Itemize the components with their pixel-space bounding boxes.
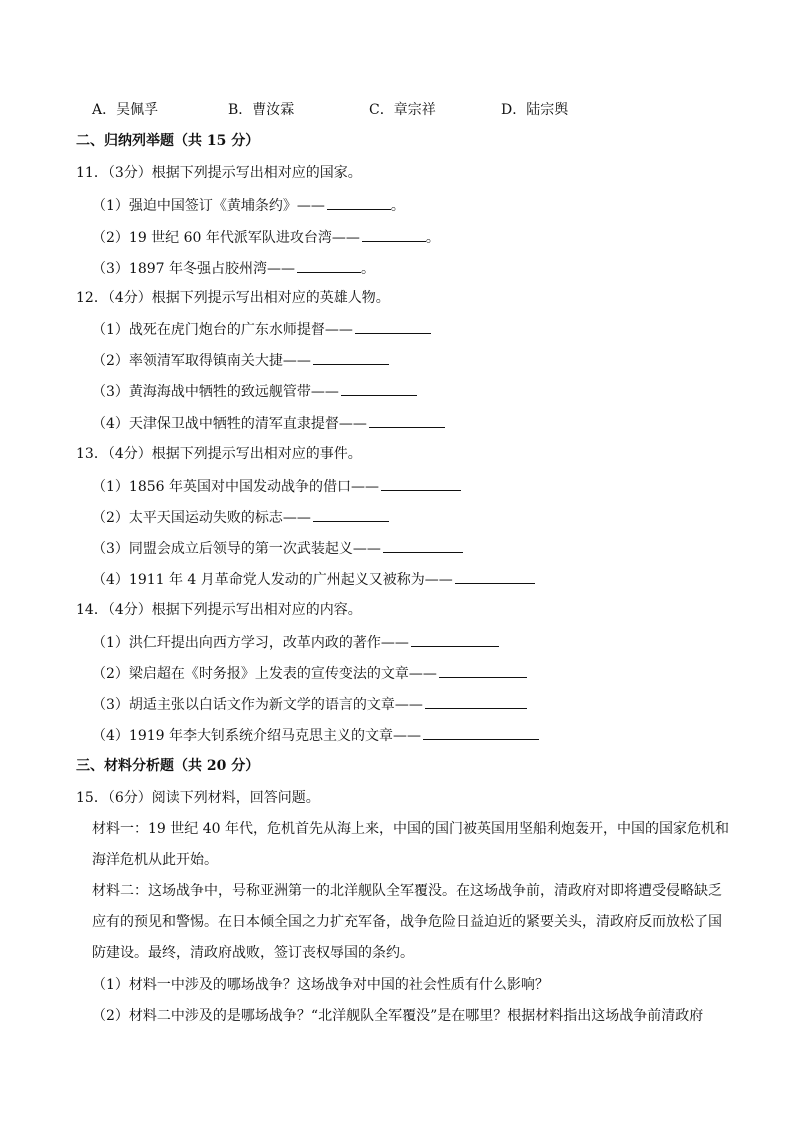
q13-item-3: （3）同盟会成立后领导的第一次武装起义—— xyxy=(92,538,463,559)
option-c: C．章宗祥 xyxy=(369,102,436,118)
q14-item-1: （1）洪仁玕提出向西方学习，改革内政的著作—— xyxy=(92,632,499,653)
q11-stem: 11．（3分）根据下列提示写出相对应的国家。 xyxy=(76,165,362,181)
q13-item-2: （2）太平天国运动失败的标志—— xyxy=(92,507,389,528)
q12-item-3: （3）黄海海战中牺牲的致远舰管带—— xyxy=(92,381,417,402)
q15-sub-question-2: （2）材料二中涉及的是哪场战争？“北洋舰队全军覆没”是在哪里？根据材料指出这场战争前清政府 xyxy=(92,1008,704,1024)
answer-blank[interactable] xyxy=(455,569,535,584)
q11-item-1: （1）强迫中国签订《黄埔条约》—— 。 xyxy=(92,195,405,216)
q15-material-2-line-3: 防建设。最终，清政府战败，签订丧权辱国的条约。 xyxy=(92,945,414,961)
answer-blank[interactable] xyxy=(355,319,431,334)
section-2-title: 二、归纳列举题（共 15 分） xyxy=(76,133,260,149)
q13-stem: 13．（4分）根据下列提示写出相对应的事件。 xyxy=(76,446,362,462)
answer-blank[interactable] xyxy=(327,195,391,210)
answer-blank[interactable] xyxy=(425,694,527,709)
q12-stem: 12．（4分）根据下列提示写出相对应的英雄人物。 xyxy=(76,290,390,306)
answer-blank[interactable] xyxy=(297,258,361,273)
q11-item-3: （3）1897 年冬强占胶州湾—— 。 xyxy=(92,258,375,279)
answer-blank[interactable] xyxy=(313,507,389,522)
q14-item-4: （4）1919 年李大钊系统介绍马克思主义的文章—— xyxy=(92,725,539,746)
q12-item-2: （2）率领清军取得镇南关大捷—— xyxy=(92,350,389,371)
answer-blank[interactable] xyxy=(381,476,461,491)
option-b: B．曹汝霖 xyxy=(228,102,295,118)
q14-item-2: （2）梁启超在《时务报》上发表的宣传变法的文章—— xyxy=(92,663,527,684)
q12-item-4: （4）天津保卫战中牺牲的清军直隶提督—— xyxy=(92,413,445,434)
answer-blank[interactable] xyxy=(369,413,445,428)
q12-item-1: （1）战死在虎门炮台的广东水师提督—— xyxy=(92,319,431,340)
q15-material-2-line-1: 材料二：这场战争中，号称亚洲第一的北洋舰队全军覆没。在这场战争前，清政府对即将遭受侵略缺乏 xyxy=(92,883,722,899)
q15-stem: 15．（6分）阅读下列材料，回答问题。 xyxy=(76,790,320,806)
q13-item-4: （4）1911 年 4 月革命党人发动的广州起义又被称为—— xyxy=(92,569,535,590)
answer-blank[interactable] xyxy=(439,663,527,678)
q13-item-1: （1）1856 年英国对中国发动战争的借口—— xyxy=(92,476,461,497)
answer-blank[interactable] xyxy=(341,381,417,396)
answer-blank[interactable] xyxy=(423,725,539,740)
answer-blank[interactable] xyxy=(383,538,463,553)
q15-material-2-line-2: 应有的预见和警惕。在日本倾全国之力扩充军备，战争危险日益迫近的紧要关头，清政府反而放松了国 xyxy=(92,914,722,930)
q11-item-2: （2）19 世纪 60 年代派军队进攻台湾—— 。 xyxy=(92,227,440,248)
q14-item-3: （3）胡适主张以白话文作为新文学的语言的文章—— xyxy=(92,694,527,715)
q14-stem: 14．（4分）根据下列提示写出相对应的内容。 xyxy=(76,602,362,618)
q15-material-1-line-1: 材料一：19 世纪 40 年代，危机首先从海上来，中国的国门被英国用坚船利炮轰开，中国的国家危机和 xyxy=(92,821,729,837)
answer-blank[interactable] xyxy=(313,350,389,365)
section-3-title: 三、材料分析题（共 20 分） xyxy=(76,758,260,774)
q15-material-1-line-2: 海洋危机从此开始。 xyxy=(92,852,218,868)
answer-blank[interactable] xyxy=(411,632,499,647)
answer-blank[interactable] xyxy=(362,227,426,242)
q15-sub-question-1: （1）材料一中涉及的哪场战争？这场战争对中国的社会性质有什么影响？ xyxy=(92,977,549,993)
option-d: D．陆宗舆 xyxy=(501,102,569,118)
option-a: A．吴佩孚 xyxy=(92,102,159,118)
